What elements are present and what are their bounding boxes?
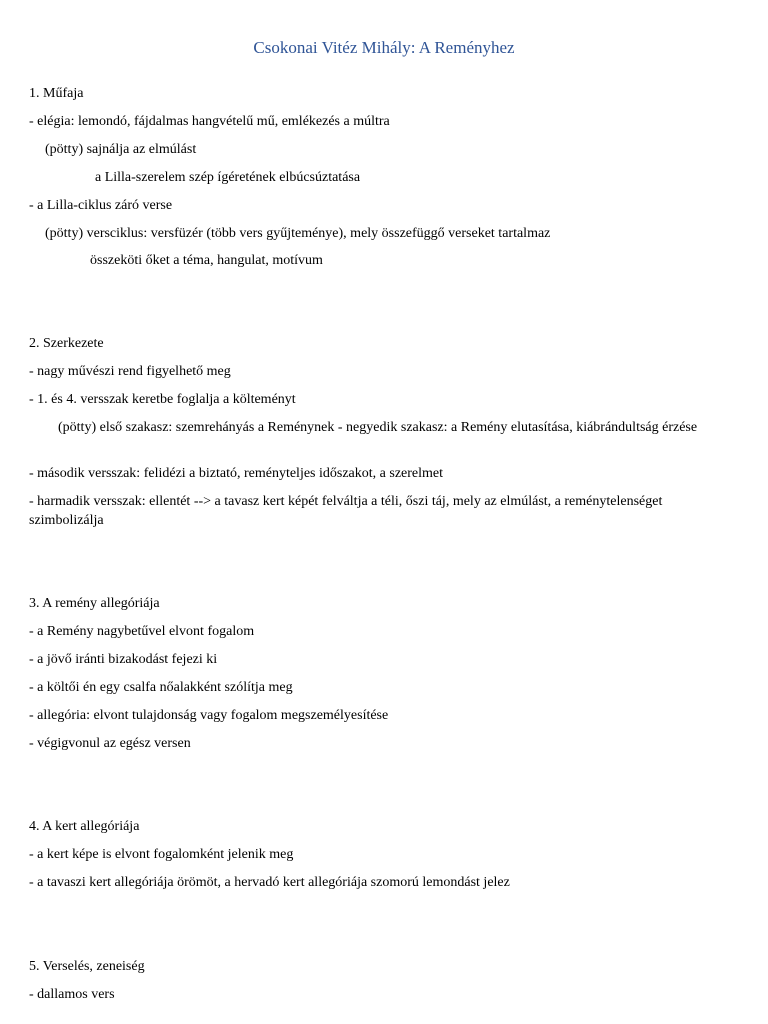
text-line: - 1. és 4. versszak keretbe foglalja a költeményt	[29, 392, 296, 407]
text-line: - allegória: elvont tulajdonság vagy fogalom megszemélyesítése	[29, 708, 389, 723]
text-line: - a Remény nagybetűvel elvont fogalom	[29, 624, 255, 639]
text-line: - a jövő iránti bizakodást fejezi ki	[29, 652, 218, 667]
section-heading-kert-allegoria: 4. A kert allegóriája	[29, 819, 140, 834]
text-line: - nagy művészi rend figyelhető meg	[29, 364, 231, 379]
text-line: - dallamos vers	[29, 987, 115, 1002]
text-line: (pötty) versciklus: versfüzér (több vers gyűjteménye), mely összefüggő verseket tartalmaz	[45, 226, 551, 241]
text-line: - végigvonul az egész versen	[29, 736, 191, 751]
section-heading-verseles: 5. Verselés, zeneiség	[29, 959, 145, 974]
text-line: - második versszak: felidézi a biztató, reményteljes időszakot, a szerelmet	[29, 466, 444, 481]
section-heading-remeny-allegoria: 3. A remény allegóriája	[29, 596, 160, 611]
text-line: - harmadik versszak: ellentét --> a tavasz kert képét felváltja a téli, őszi táj, mely az elmúlást, a reménytelenséget szimbolizálja	[29, 494, 663, 528]
section-heading-mufaja: 1. Műfaja	[29, 86, 84, 101]
text-line: a Lilla-szerelem szép ígéretének elbúcsúztatása	[95, 170, 361, 185]
document-title: Csokonai Vitéz Mihály: A Reményhez	[253, 38, 515, 57]
text-line: - a kert képe is elvont fogalomként jelenik meg	[29, 847, 294, 862]
text-line: - a Lilla-ciklus záró verse	[29, 198, 173, 213]
text-line: (pötty) első szakasz: szemrehányás a Reménynek - negyedik szakasz: a Remény elutasítása, kiábrándultság érzése	[58, 420, 698, 435]
text-line: - elégia: lemondó, fájdalmas hangvételű mű, emlékezés a múltra	[29, 114, 390, 129]
text-line: - a költői én egy csalfa nőalakként szólítja meg	[29, 680, 293, 695]
text-line: összeköti őket a téma, hangulat, motívum	[90, 253, 323, 268]
section-heading-szerkezete: 2. Szerkezete	[29, 336, 104, 351]
text-line: - a tavaszi kert allegóriája örömöt, a hervadó kert allegóriája szomorú lemondást jelez	[29, 875, 510, 890]
text-line: (pötty) sajnálja az elmúlást	[45, 142, 197, 157]
